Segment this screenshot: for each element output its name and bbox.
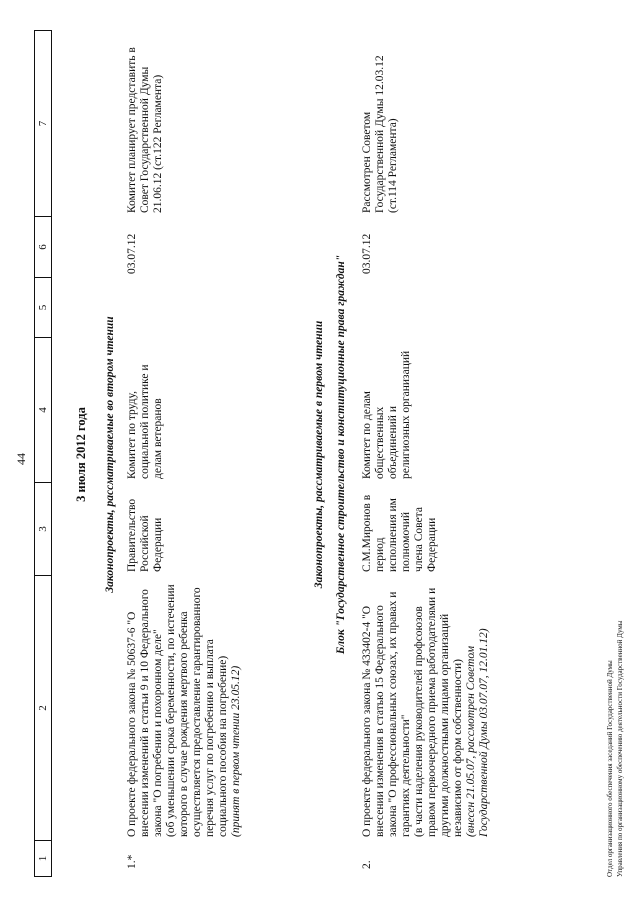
section-title-second-reading: Законопроекты, рассматриваемые во втором чтении: [104, 316, 116, 593]
bill-note: (принят в первом чтении 23.05.12): [230, 665, 242, 837]
footer-line: Отдел организационного обеспечения заседаний Государственной Думы: [606, 660, 614, 877]
column-number-3: 3: [35, 482, 51, 575]
section-title-block: Блок "Государственное строительство и конституционные права граждан": [335, 254, 347, 655]
column-number-7: 7: [37, 120, 49, 127]
date-heading: 3 июля 2012 года: [74, 407, 88, 502]
bill-date: 03.07.12: [126, 233, 138, 274]
bill-number: 2.: [361, 860, 373, 869]
column-number-2: 2: [35, 575, 51, 840]
column-number-5: 5: [35, 277, 51, 337]
footer-line: Управления по организационному обеспечению деятельности Государственной Думы: [616, 620, 624, 877]
bill-author: Правительство Российской Федерации: [126, 498, 164, 572]
bill-description: (в части наделения руководителей профсоюзов правом первоочередного приема работодателями и другими должностными лицами организаций независимо от форм собственности): [413, 587, 464, 837]
bill-status: Рассмотрен Советом Государственной Думы 12.03.12 (ст.114 Регламента): [361, 55, 399, 213]
bill-description: (об уменьшении срока беременности, по истечении которого в случае рождения мертвого ребенка осуществляется предоставление гарантированного перечня услуг по погребению и выплата социального пособия на погребение): [165, 584, 229, 837]
bill-committee: Комитет по делам общественных объединений и религиозных организаций: [361, 350, 412, 479]
bill-status: Комитет планирует представить в Совет Государственной Думы 21.06.12 (ст.122 Регламента): [126, 47, 164, 213]
bill-number: 1.*: [126, 854, 138, 869]
bill-title: О проекте федерального закона № 433402-4 "О внесении изменения в статью 15 Федерального закона "О профессиональных союзах, их правах и гарантиях деятельности": [361, 591, 412, 837]
bill-committee: Комитет по труду, социальной политике и делам ветеранов: [126, 364, 164, 479]
bill-row: [361, 32, 491, 877]
page-number: 44: [14, 453, 28, 465]
bill-text: [361, 576, 491, 841]
bill-author: С.М.Миронов в период исполнения им полномочий члена Совета Федерации: [361, 494, 438, 572]
column-number-header: [34, 30, 52, 877]
bill-title: О проекте федерального закона № 50637-6 "О внесении изменений в статьи 9 и 10 Федерального закона "О погребении и похоронном деле": [126, 589, 164, 837]
bill-date: 03.07.12: [361, 233, 373, 274]
bill-row: [126, 32, 243, 877]
bill-col5: [126, 278, 243, 338]
bill-note: (внесен 21.05.07, рассмотрен Советом Государственной Думы 03.07.07, 12.01.12): [465, 628, 490, 837]
column-number-4: 4: [35, 337, 51, 482]
column-number-6: 6: [35, 216, 51, 277]
section-title-first-reading: Законопроекты, рассматриваемые в первом чтении: [313, 320, 325, 589]
bill-text: [126, 576, 243, 841]
column-number-1: 1: [35, 840, 51, 876]
bill-col5: [361, 278, 491, 338]
